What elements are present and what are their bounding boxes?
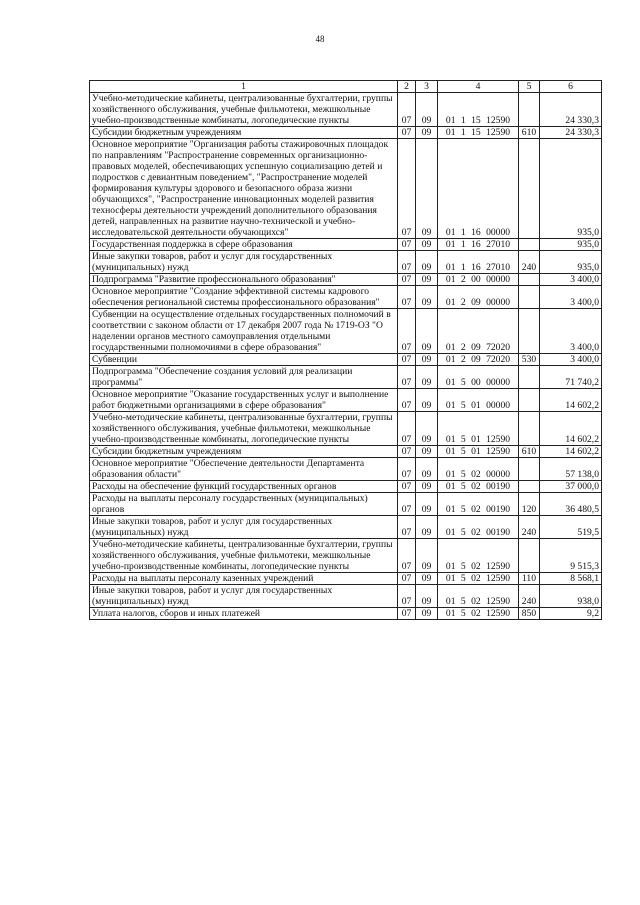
- table-row: [90, 127, 602, 139]
- target-article-code: 01 5 02 12590: [438, 608, 519, 620]
- expense-type-code: 610: [519, 446, 540, 458]
- table-row: [90, 239, 602, 251]
- subsection-code: 09: [416, 274, 438, 286]
- target-article-code: 01 1 15 12590: [438, 127, 519, 139]
- subsection-code: 09: [416, 493, 438, 516]
- column-header-4: 4: [438, 81, 519, 93]
- target-article-code: 01 2 09 72020: [438, 354, 519, 366]
- subsection-code: 09: [416, 251, 438, 274]
- amount: 14 602,2: [540, 389, 602, 412]
- section-code: 07: [398, 139, 416, 239]
- item-name: Иные закупки товаров, работ и услуг для государственных (муниципальных) нужд: [90, 251, 398, 274]
- amount: 3 400,0: [540, 354, 602, 366]
- amount: 3 400,0: [540, 309, 602, 354]
- expense-type-code: 120: [519, 493, 540, 516]
- section-code: 07: [398, 286, 416, 309]
- subsection-code: 09: [416, 608, 438, 620]
- section-code: 07: [398, 127, 416, 139]
- subsection-code: 09: [416, 239, 438, 251]
- subsection-code: 09: [416, 481, 438, 493]
- amount: 3 400,0: [540, 274, 602, 286]
- budget-table: [89, 80, 602, 620]
- item-name: Расходы на обеспечение функций государственных органов: [90, 481, 398, 493]
- section-code: 07: [398, 251, 416, 274]
- table-row: [90, 585, 602, 608]
- column-header-3: 3: [416, 81, 438, 93]
- subsection-code: 09: [416, 354, 438, 366]
- column-header-6: 6: [540, 81, 602, 93]
- amount: 24 330,3: [540, 93, 602, 127]
- section-code: 07: [398, 93, 416, 127]
- item-name: Основное мероприятие "Оказание государственных услуг и выполнение работ бюджетными организациями в сфере образования": [90, 389, 398, 412]
- amount: 37 000,0: [540, 481, 602, 493]
- amount: 938,0: [540, 585, 602, 608]
- table-row: [90, 458, 602, 481]
- amount: 8 568,1: [540, 573, 602, 585]
- section-code: 07: [398, 309, 416, 354]
- expense-type-code: 530: [519, 354, 540, 366]
- table-row: [90, 274, 602, 286]
- section-code: 07: [398, 493, 416, 516]
- expense-type-code: [519, 93, 540, 127]
- section-code: 07: [398, 389, 416, 412]
- item-name: Субвенции: [90, 354, 398, 366]
- table-row: [90, 354, 602, 366]
- page-number: 48: [315, 34, 325, 44]
- subsection-code: 09: [416, 516, 438, 539]
- subsection-code: 09: [416, 539, 438, 573]
- target-article-code: 01 5 01 12590: [438, 412, 519, 446]
- target-article-code: 01 2 09 72020: [438, 309, 519, 354]
- target-article-code: 01 5 02 12590: [438, 585, 519, 608]
- section-code: 07: [398, 458, 416, 481]
- table-row: [90, 389, 602, 412]
- section-code: 07: [398, 585, 416, 608]
- item-name: Учебно-методические кабинеты, централизованные бухгалтерии, группы хозяйственного обслуживания, учебные фильмотеки, межшкольные учебно-производственные комбинаты, логопедические пункты: [90, 93, 398, 127]
- target-article-code: 01 1 16 00000: [438, 139, 519, 239]
- header-row: [90, 81, 602, 93]
- target-article-code: 01 5 02 00190: [438, 516, 519, 539]
- item-name: Субсидии бюджетным учреждениям: [90, 446, 398, 458]
- expense-type-code: [519, 412, 540, 446]
- section-code: 07: [398, 366, 416, 389]
- item-name: Иные закупки товаров, работ и услуг для государственных (муниципальных) нужд: [90, 516, 398, 539]
- subsection-code: 09: [416, 389, 438, 412]
- amount: 935,0: [540, 251, 602, 274]
- amount: 3 400,0: [540, 286, 602, 309]
- amount: 519,5: [540, 516, 602, 539]
- target-article-code: 01 1 16 27010: [438, 239, 519, 251]
- item-name: Учебно-методические кабинеты, централизованные бухгалтерии, группы хозяйственного обслуживания, учебные фильмотеки, межшкольные учебно-производственные комбинаты, логопедические пункты: [90, 412, 398, 446]
- target-article-code: 01 5 02 00190: [438, 481, 519, 493]
- target-article-code: 01 5 02 00000: [438, 458, 519, 481]
- table-row: [90, 446, 602, 458]
- amount: 24 330,3: [540, 127, 602, 139]
- section-code: 07: [398, 354, 416, 366]
- amount: 9 515,3: [540, 539, 602, 573]
- target-article-code: 01 5 02 12590: [438, 573, 519, 585]
- subsection-code: 09: [416, 585, 438, 608]
- expense-type-code: 610: [519, 127, 540, 139]
- item-name: Основное мероприятие "Создание эффективной системы кадрового обеспечения региональной системы профессионального образования": [90, 286, 398, 309]
- item-name: Субсидии бюджетным учреждениям: [90, 127, 398, 139]
- expense-type-code: [519, 481, 540, 493]
- item-name: Иные закупки товаров, работ и услуг для государственных (муниципальных) нужд: [90, 585, 398, 608]
- table-row: [90, 539, 602, 573]
- expense-type-code: [519, 366, 540, 389]
- amount: 36 480,5: [540, 493, 602, 516]
- table-row: [90, 412, 602, 446]
- expense-type-code: [519, 274, 540, 286]
- amount: 71 740,2: [540, 366, 602, 389]
- table-row: [90, 251, 602, 274]
- section-code: 07: [398, 239, 416, 251]
- table-row: [90, 516, 602, 539]
- section-code: 07: [398, 481, 416, 493]
- amount: 14 602,2: [540, 412, 602, 446]
- subsection-code: 09: [416, 412, 438, 446]
- item-name: Субвенции на осуществление отдельных государственных полномочий в соответствии с законом области от 17 декабря 2007 года № 1719-ОЗ "О наделении органов местного самоуправления отдельными государственными полномочиями в сфере образования": [90, 309, 398, 354]
- subsection-code: 09: [416, 127, 438, 139]
- subsection-code: 09: [416, 309, 438, 354]
- expense-type-code: 850: [519, 608, 540, 620]
- amount: 14 602,2: [540, 446, 602, 458]
- item-name: Уплата налогов, сборов и иных платежей: [90, 608, 398, 620]
- expense-type-code: [519, 389, 540, 412]
- target-article-code: 01 2 00 00000: [438, 274, 519, 286]
- table-row: [90, 573, 602, 585]
- target-article-code: 01 5 01 00000: [438, 389, 519, 412]
- amount: 9,2: [540, 608, 602, 620]
- expense-type-code: 240: [519, 516, 540, 539]
- target-article-code: 01 5 00 00000: [438, 366, 519, 389]
- section-code: 07: [398, 608, 416, 620]
- column-header-2: 2: [398, 81, 416, 93]
- expense-type-code: [519, 139, 540, 239]
- table-row: [90, 493, 602, 516]
- item-name: Учебно-методические кабинеты, централизованные бухгалтерии, группы хозяйственного обслуживания, учебные фильмотеки, межшкольные учебно-производственные комбинаты, логопедические пункты: [90, 539, 398, 573]
- expense-type-code: [519, 309, 540, 354]
- expense-type-code: [519, 286, 540, 309]
- expense-type-code: [519, 458, 540, 481]
- section-code: 07: [398, 573, 416, 585]
- column-header-5: 5: [519, 81, 540, 93]
- table-row: [90, 93, 602, 127]
- target-article-code: 01 1 15 12590: [438, 93, 519, 127]
- table-row: [90, 139, 602, 239]
- item-name: Основное мероприятие "Обеспечение деятельности Департамента образования области": [90, 458, 398, 481]
- item-name: Подпрограмма "Обеспечение создания условий для реализации программы": [90, 366, 398, 389]
- subsection-code: 09: [416, 446, 438, 458]
- section-code: 07: [398, 412, 416, 446]
- target-article-code: 01 5 01 12590: [438, 446, 519, 458]
- table-row: [90, 608, 602, 620]
- target-article-code: 01 1 16 27010: [438, 251, 519, 274]
- item-name: Расходы на выплаты персоналу казенных учреждений: [90, 573, 398, 585]
- table-row: [90, 286, 602, 309]
- subsection-code: 09: [416, 286, 438, 309]
- expense-type-code: 240: [519, 251, 540, 274]
- table-row: [90, 366, 602, 389]
- amount: 935,0: [540, 139, 602, 239]
- subsection-code: 09: [416, 139, 438, 239]
- amount: 935,0: [540, 239, 602, 251]
- table-row: [90, 481, 602, 493]
- column-header-1: 1: [90, 81, 398, 93]
- section-code: 07: [398, 274, 416, 286]
- subsection-code: 09: [416, 573, 438, 585]
- subsection-code: 09: [416, 458, 438, 481]
- item-name: Расходы на выплаты персоналу государственных (муниципальных) органов: [90, 493, 398, 516]
- subsection-code: 09: [416, 366, 438, 389]
- item-name: Основное мероприятие "Организация работы стажировочных площадок по направлениям "Распространение современных организационно-правовых моделей, обеспечивающих успешную социализацию детей и подростков с девиантным поведением", "Распространение моделей формирования культуры здорового и безопасного образа жизни обучающихся", "Распространение инновационных моделей развития техносферы деятельности учреждений дополнительного образования детей, направленных на развитие научно-технической и учебно-исследовательской деятельности обучающихся": [90, 139, 398, 239]
- item-name: Подпрограмма "Развитие профессионального образования": [90, 274, 398, 286]
- section-code: 07: [398, 516, 416, 539]
- target-article-code: 01 2 09 00000: [438, 286, 519, 309]
- item-name: Государственная поддержка в сфере образования: [90, 239, 398, 251]
- section-code: 07: [398, 539, 416, 573]
- amount: 57 138,0: [540, 458, 602, 481]
- subsection-code: 09: [416, 93, 438, 127]
- expense-type-code: 110: [519, 573, 540, 585]
- table-row: [90, 309, 602, 354]
- target-article-code: 01 5 02 00190: [438, 493, 519, 516]
- expense-type-code: [519, 539, 540, 573]
- expense-type-code: [519, 239, 540, 251]
- target-article-code: 01 5 02 12590: [438, 539, 519, 573]
- expense-type-code: 240: [519, 585, 540, 608]
- section-code: 07: [398, 446, 416, 458]
